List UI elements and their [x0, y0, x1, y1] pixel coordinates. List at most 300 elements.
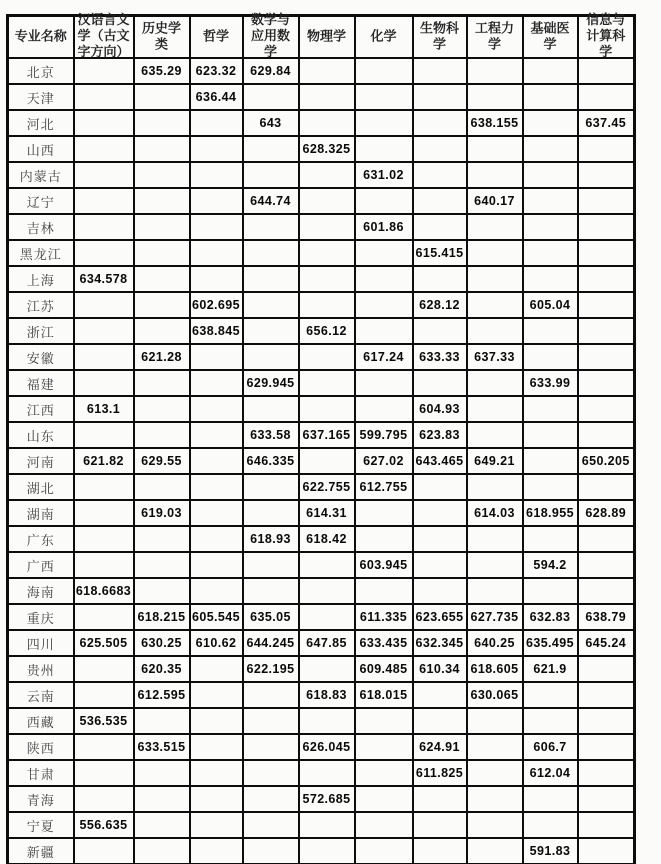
score-cell: [578, 838, 635, 864]
score-cell: [523, 162, 578, 188]
score-cell: 621.9: [523, 656, 578, 682]
score-cell: [467, 266, 523, 292]
score-cell: [190, 474, 243, 500]
score-cell: [74, 214, 134, 240]
score-cell: [134, 84, 190, 110]
score-cell: 633.33: [413, 344, 467, 370]
score-cell: [523, 396, 578, 422]
score-cell: [134, 786, 190, 812]
table-row: [8, 526, 635, 552]
score-cell: [578, 734, 635, 760]
score-cell: [467, 396, 523, 422]
score-cell: [467, 370, 523, 396]
score-cell: 633.99: [523, 370, 578, 396]
province-cell: 广东: [8, 526, 74, 552]
column-header-label: 汉语言文学（古文字方向）: [77, 12, 130, 60]
score-cell: 638.845: [190, 318, 243, 344]
score-cell: 635.29: [134, 58, 190, 84]
province-cell: 重庆: [8, 604, 74, 630]
table-row: [8, 214, 635, 240]
province-cell: 天津: [8, 84, 74, 110]
table-row: [8, 604, 635, 630]
score-cell: 628.89: [578, 500, 635, 526]
score-cell: [74, 162, 134, 188]
score-cell: 649.21: [467, 448, 523, 474]
score-cell: [74, 734, 134, 760]
score-cell: 624.91: [413, 734, 467, 760]
province-cell: 河北: [8, 110, 74, 136]
score-cell: 618.015: [355, 682, 413, 708]
score-cell: [523, 578, 578, 604]
column-header: [355, 16, 413, 59]
score-cell: [299, 552, 355, 578]
score-cell: [74, 188, 134, 214]
score-cell: [523, 318, 578, 344]
score-cell: [578, 552, 635, 578]
column-header: [74, 12, 134, 60]
score-cell: [243, 162, 299, 188]
score-cell: [467, 422, 523, 448]
score-cell: [243, 682, 299, 708]
score-cell: 609.485: [355, 656, 413, 682]
score-cell: [190, 656, 243, 682]
score-cell: 646.335: [243, 448, 299, 474]
score-cell: [243, 318, 299, 344]
column-header-label: 工程力学: [474, 20, 514, 52]
table-row: [8, 240, 635, 266]
score-cell: [299, 604, 355, 630]
score-cell: [355, 838, 413, 864]
score-cell: [523, 708, 578, 734]
score-cell: [134, 578, 190, 604]
score-cell: 630.065: [467, 682, 523, 708]
column-header-label: 生物科学: [419, 20, 459, 52]
score-cell: [243, 760, 299, 786]
score-cell: [190, 188, 243, 214]
score-cell: [190, 448, 243, 474]
score-cell: [578, 682, 635, 708]
score-cell: [413, 370, 467, 396]
score-cell: [299, 266, 355, 292]
score-cell: [299, 708, 355, 734]
score-cell: [578, 84, 635, 110]
score-cell: 637.165: [299, 422, 355, 448]
score-cell: [523, 188, 578, 214]
score-cell: [134, 396, 190, 422]
score-cell: 618.215: [134, 604, 190, 630]
score-cell: [299, 292, 355, 318]
score-cell: [413, 812, 467, 838]
table-row: [8, 422, 635, 448]
score-cell: [355, 136, 413, 162]
score-cell: [578, 318, 635, 344]
score-cell: 638.79: [578, 604, 635, 630]
score-cell: [243, 734, 299, 760]
score-cell: [355, 578, 413, 604]
score-cell: 618.93: [243, 526, 299, 552]
score-cell: [74, 552, 134, 578]
column-header-label: 哲学: [202, 28, 230, 44]
score-cell: [190, 838, 243, 864]
score-cell: 594.2: [523, 552, 578, 578]
score-cell: [190, 578, 243, 604]
score-cell: [523, 84, 578, 110]
score-cell: [134, 474, 190, 500]
score-cell: [523, 422, 578, 448]
table-row: [8, 760, 635, 786]
score-cell: [355, 240, 413, 266]
score-cell: [74, 604, 134, 630]
table-row: [8, 318, 635, 344]
score-cell: 614.03: [467, 500, 523, 526]
score-cell: [578, 58, 635, 84]
score-cell: [134, 422, 190, 448]
score-cell: 599.795: [355, 422, 413, 448]
score-cell: [74, 682, 134, 708]
score-cell: 556.635: [74, 812, 134, 838]
column-header: [578, 12, 635, 60]
score-cell: [355, 500, 413, 526]
score-cell: 636.44: [190, 84, 243, 110]
header-row: [8, 16, 635, 59]
province-cell: 内蒙古: [8, 162, 74, 188]
score-cell: 615.415: [413, 240, 467, 266]
score-cell: [578, 708, 635, 734]
province-cell: 宁夏: [8, 812, 74, 838]
table-row: [8, 136, 635, 162]
score-cell: 601.86: [355, 214, 413, 240]
score-cell: [299, 110, 355, 136]
province-cell: 山西: [8, 136, 74, 162]
score-cell: 640.25: [467, 630, 523, 656]
score-cell: [467, 578, 523, 604]
score-cell: 611.825: [413, 760, 467, 786]
province-cell: 陕西: [8, 734, 74, 760]
score-cell: 640.17: [467, 188, 523, 214]
score-cell: [134, 760, 190, 786]
score-cell: [299, 84, 355, 110]
score-cell: [413, 682, 467, 708]
score-cell: [299, 188, 355, 214]
score-cell: 602.695: [190, 292, 243, 318]
score-cell: [355, 58, 413, 84]
score-cell: [355, 812, 413, 838]
score-cell: [467, 526, 523, 552]
score-cell: 605.04: [523, 292, 578, 318]
score-cell: [355, 786, 413, 812]
score-cell: [523, 786, 578, 812]
score-cell: [355, 188, 413, 214]
score-cell: 621.82: [74, 448, 134, 474]
score-cell: [190, 110, 243, 136]
column-header-label: 物理学: [306, 28, 347, 44]
score-cell: 612.595: [134, 682, 190, 708]
score-cell: [134, 526, 190, 552]
score-cell: 635.495: [523, 630, 578, 656]
score-cell: [523, 682, 578, 708]
column-header: [467, 16, 523, 59]
score-cell: [243, 578, 299, 604]
score-cell: 650.205: [578, 448, 635, 474]
table-row: [8, 188, 635, 214]
score-cell: [243, 344, 299, 370]
province-cell: 湖南: [8, 500, 74, 526]
score-cell: [190, 266, 243, 292]
score-cell: [299, 578, 355, 604]
score-cell: [134, 266, 190, 292]
score-cell: [74, 84, 134, 110]
score-cell: 626.045: [299, 734, 355, 760]
score-cell: 643.465: [413, 448, 467, 474]
score-cell: [578, 578, 635, 604]
score-cell: [299, 760, 355, 786]
score-cell: [299, 370, 355, 396]
score-cell: [299, 214, 355, 240]
score-cell: [355, 708, 413, 734]
table-body: [8, 58, 635, 864]
score-cell: [190, 552, 243, 578]
score-cell: [355, 526, 413, 552]
column-header-label: 信息与计算科学: [586, 12, 626, 60]
score-cell: [523, 58, 578, 84]
table-row: [8, 500, 635, 526]
score-cell: [467, 786, 523, 812]
score-cell: 635.05: [243, 604, 299, 630]
score-cell: [467, 318, 523, 344]
score-cell: [74, 422, 134, 448]
score-cell: [243, 812, 299, 838]
column-header-label: 专业名称: [14, 28, 67, 44]
score-cell: [74, 474, 134, 500]
province-cell: 云南: [8, 682, 74, 708]
table-row: [8, 84, 635, 110]
score-cell: [413, 526, 467, 552]
score-cell: [134, 136, 190, 162]
score-cell: [523, 240, 578, 266]
score-cell: 644.245: [243, 630, 299, 656]
score-cell: [467, 84, 523, 110]
score-cell: [413, 786, 467, 812]
score-cell: 627.735: [467, 604, 523, 630]
score-cell: [74, 136, 134, 162]
score-cell: [134, 292, 190, 318]
score-cell: [578, 162, 635, 188]
score-cell: [467, 812, 523, 838]
score-cell: [134, 812, 190, 838]
score-cell: [74, 344, 134, 370]
score-cell: [190, 396, 243, 422]
score-cell: 623.32: [190, 58, 243, 84]
column-header: [523, 16, 578, 59]
score-cell: [413, 84, 467, 110]
score-cell: [134, 162, 190, 188]
score-cell: [467, 708, 523, 734]
table-header: [8, 12, 635, 60]
score-cell: 610.34: [413, 656, 467, 682]
score-cell: 618.42: [299, 526, 355, 552]
score-cell: [523, 214, 578, 240]
score-cell: [299, 344, 355, 370]
column-header: [243, 12, 299, 60]
score-cell: [190, 240, 243, 266]
score-cell: 622.755: [299, 474, 355, 500]
score-cell: [355, 760, 413, 786]
score-cell: [578, 422, 635, 448]
province-cell: 河南: [8, 448, 74, 474]
score-cell: [413, 266, 467, 292]
province-cell: 上海: [8, 266, 74, 292]
score-cell: 629.945: [243, 370, 299, 396]
score-cell: [578, 474, 635, 500]
score-cell: [243, 214, 299, 240]
score-cell: 604.93: [413, 396, 467, 422]
score-cell: [355, 292, 413, 318]
score-cell: [467, 760, 523, 786]
score-cell: 572.685: [299, 786, 355, 812]
score-cell: [134, 240, 190, 266]
score-cell: [243, 474, 299, 500]
score-cell: [134, 838, 190, 864]
column-header-label: 历史学类: [141, 20, 181, 52]
score-cell: [467, 240, 523, 266]
score-cell: [190, 214, 243, 240]
province-cell: 甘肃: [8, 760, 74, 786]
score-cell: [578, 656, 635, 682]
table-row: [8, 734, 635, 760]
score-cell: [243, 136, 299, 162]
score-cell: [243, 240, 299, 266]
score-cell: [299, 448, 355, 474]
score-cell: [134, 708, 190, 734]
score-cell: 632.345: [413, 630, 467, 656]
province-cell: 贵州: [8, 656, 74, 682]
score-cell: [74, 760, 134, 786]
score-cell: [243, 552, 299, 578]
score-cell: [355, 84, 413, 110]
province-cell: 西藏: [8, 708, 74, 734]
score-cell: [578, 188, 635, 214]
score-cell: [578, 292, 635, 318]
column-header-label: 数学与应用数学: [250, 12, 290, 60]
score-cell: 628.12: [413, 292, 467, 318]
score-cell: [190, 526, 243, 552]
score-cell: 628.325: [299, 136, 355, 162]
score-cell: [467, 552, 523, 578]
score-cell: 618.605: [467, 656, 523, 682]
table-row: [8, 578, 635, 604]
score-cell: [74, 58, 134, 84]
score-cell: [243, 266, 299, 292]
table-row: [8, 370, 635, 396]
score-cell: [299, 240, 355, 266]
table-row: [8, 552, 635, 578]
score-cell: 630.25: [134, 630, 190, 656]
score-cell: [190, 682, 243, 708]
province-cell: 安徽: [8, 344, 74, 370]
column-header: [413, 16, 467, 59]
score-cell: [578, 786, 635, 812]
score-cell: [243, 396, 299, 422]
score-cell: 618.83: [299, 682, 355, 708]
column-header: [8, 16, 74, 59]
score-cell: 656.12: [299, 318, 355, 344]
score-cell: [190, 734, 243, 760]
score-cell: 614.31: [299, 500, 355, 526]
score-cell: 637.33: [467, 344, 523, 370]
table-row: [8, 786, 635, 812]
score-cell: 617.24: [355, 344, 413, 370]
score-cell: 623.83: [413, 422, 467, 448]
score-cell: 618.6683: [74, 578, 134, 604]
score-cell: 629.84: [243, 58, 299, 84]
province-cell: 北京: [8, 58, 74, 84]
score-cell: [190, 370, 243, 396]
score-cell: [467, 58, 523, 84]
score-cell: 644.74: [243, 188, 299, 214]
score-cell: [355, 110, 413, 136]
table-row: [8, 708, 635, 734]
score-cell: [190, 344, 243, 370]
score-cell: 611.335: [355, 604, 413, 630]
province-cell: 吉林: [8, 214, 74, 240]
score-cell: [523, 526, 578, 552]
score-cell: 633.58: [243, 422, 299, 448]
score-cell: [299, 396, 355, 422]
score-cell: [467, 838, 523, 864]
score-cell: [578, 396, 635, 422]
table-row: [8, 58, 635, 84]
province-cell: 青海: [8, 786, 74, 812]
score-cell: 620.35: [134, 656, 190, 682]
score-cell: [74, 318, 134, 344]
score-cell: [523, 448, 578, 474]
province-cell: 福建: [8, 370, 74, 396]
score-cell: 612.04: [523, 760, 578, 786]
province-cell: 新疆: [8, 838, 74, 864]
table-row: [8, 292, 635, 318]
score-cell: 638.155: [467, 110, 523, 136]
score-cell: [190, 136, 243, 162]
score-cell: [74, 240, 134, 266]
score-cell: [134, 318, 190, 344]
score-cell: 625.505: [74, 630, 134, 656]
admission-score-table: [6, 14, 636, 864]
score-cell: [413, 474, 467, 500]
table-row: [8, 110, 635, 136]
score-cell: [74, 500, 134, 526]
score-cell: [413, 188, 467, 214]
score-cell: [134, 214, 190, 240]
table-row: [8, 396, 635, 422]
score-cell: [74, 370, 134, 396]
score-cell: 618.955: [523, 500, 578, 526]
score-cell: 603.945: [355, 552, 413, 578]
table-row: [8, 344, 635, 370]
score-cell: [190, 500, 243, 526]
score-cell: 536.535: [74, 708, 134, 734]
score-cell: [299, 58, 355, 84]
score-cell: [243, 708, 299, 734]
province-cell: 黑龙江: [8, 240, 74, 266]
score-cell: [578, 240, 635, 266]
score-cell: [134, 370, 190, 396]
score-cell: 632.83: [523, 604, 578, 630]
score-cell: 610.62: [190, 630, 243, 656]
score-cell: [578, 526, 635, 552]
score-cell: 622.195: [243, 656, 299, 682]
score-cell: [578, 136, 635, 162]
score-cell: [413, 578, 467, 604]
